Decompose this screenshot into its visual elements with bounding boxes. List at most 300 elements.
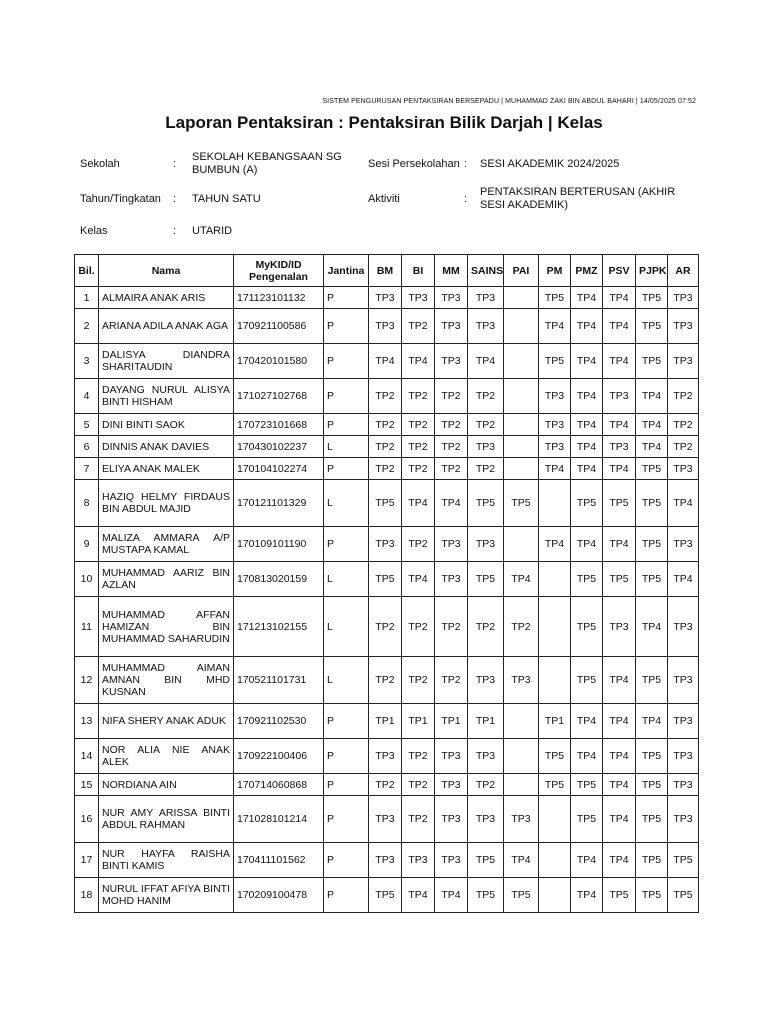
mykid-cell: 170420101580: [234, 344, 324, 379]
bm-cell: TP2: [369, 414, 402, 436]
mykid-cell: 170209100478: [234, 878, 324, 913]
column-header: PAI: [504, 255, 539, 287]
bil-cell: 16: [75, 796, 99, 843]
pjpk-cell: TP4: [636, 704, 668, 739]
pmz-cell: TP5: [571, 774, 603, 796]
psv-cell: TP4: [603, 796, 636, 843]
pjpk-cell: TP5: [636, 657, 668, 704]
nama-cell: NORDIANA AIN: [99, 774, 234, 796]
pm-cell: TP5: [539, 344, 571, 379]
pmz-cell: TP4: [571, 309, 603, 344]
pai-cell: [504, 774, 539, 796]
column-header: AR: [668, 255, 699, 287]
pjpk-cell: TP5: [636, 796, 668, 843]
sains-cell: TP2: [468, 774, 504, 796]
table-row: [75, 527, 699, 562]
column-header: PMZ: [571, 255, 603, 287]
jantina-cell: L: [324, 562, 369, 597]
sesi-label: Sesi Persekolahan: [368, 157, 460, 170]
pm-cell: [539, 597, 571, 657]
ar-cell: TP5: [668, 878, 699, 913]
jantina-cell: P: [324, 287, 369, 309]
jantina-cell: L: [324, 657, 369, 704]
pm-cell: TP3: [539, 436, 571, 458]
column-header: Jantina: [324, 255, 369, 287]
bil-cell: 8: [75, 480, 99, 527]
mm-cell: TP3: [435, 309, 468, 344]
ar-cell: TP3: [668, 597, 699, 657]
pjpk-cell: TP5: [636, 458, 668, 480]
pai-cell: TP5: [504, 878, 539, 913]
psv-cell: TP4: [603, 774, 636, 796]
pmz-cell: TP5: [571, 796, 603, 843]
pai-cell: TP4: [504, 562, 539, 597]
pjpk-cell: TP5: [636, 344, 668, 379]
mm-cell: TP3: [435, 527, 468, 562]
mm-cell: TP1: [435, 704, 468, 739]
nama-cell: ELIYA ANAK MALEK: [99, 458, 234, 480]
bil-cell: 15: [75, 774, 99, 796]
mykid-cell: 170411101562: [234, 843, 324, 878]
ar-cell: TP3: [668, 309, 699, 344]
nama-cell: DINNIS ANAK DAVIES: [99, 436, 234, 458]
column-header: PM: [539, 255, 571, 287]
bm-cell: TP3: [369, 527, 402, 562]
ar-cell: TP5: [668, 843, 699, 878]
bm-cell: TP5: [369, 480, 402, 527]
assessment-table: [74, 254, 699, 913]
jantina-cell: L: [324, 436, 369, 458]
pjpk-cell: TP4: [636, 436, 668, 458]
sains-cell: TP1: [468, 704, 504, 739]
bil-cell: 12: [75, 657, 99, 704]
mykid-cell: 171213102155: [234, 597, 324, 657]
pm-cell: [539, 796, 571, 843]
mm-cell: TP4: [435, 878, 468, 913]
bm-cell: TP5: [369, 562, 402, 597]
tahun-value: TAHUN SATU: [192, 192, 261, 205]
bi-cell: TP2: [402, 309, 435, 344]
pm-cell: [539, 878, 571, 913]
bil-cell: 2: [75, 309, 99, 344]
bil-cell: 17: [75, 843, 99, 878]
bil-cell: 14: [75, 739, 99, 774]
bm-cell: TP3: [369, 287, 402, 309]
psv-cell: TP4: [603, 704, 636, 739]
nama-cell: MUHAMMAD AIMAN AMNAN BIN MHD KUSNAN: [99, 657, 234, 704]
pmz-cell: TP4: [571, 878, 603, 913]
pmz-cell: TP5: [571, 657, 603, 704]
bil-cell: 18: [75, 878, 99, 913]
sains-cell: TP3: [468, 527, 504, 562]
ar-cell: TP2: [668, 436, 699, 458]
jantina-cell: P: [324, 774, 369, 796]
column-header: PJPK: [636, 255, 668, 287]
pjpk-cell: TP5: [636, 309, 668, 344]
ar-cell: TP3: [668, 774, 699, 796]
table-row: [75, 796, 699, 843]
bi-cell: TP2: [402, 597, 435, 657]
mykid-cell: 170430102237: [234, 436, 324, 458]
psv-cell: TP4: [603, 527, 636, 562]
mykid-cell: 171027102768: [234, 379, 324, 414]
bi-cell: TP4: [402, 480, 435, 527]
pjpk-cell: TP5: [636, 774, 668, 796]
sains-cell: TP3: [468, 657, 504, 704]
psv-cell: TP4: [603, 287, 636, 309]
bm-cell: TP5: [369, 878, 402, 913]
ar-cell: TP3: [668, 344, 699, 379]
psv-cell: TP3: [603, 436, 636, 458]
sekolah-value: SEKOLAH KEBANGSAAN SG BUMBUN (A): [192, 151, 342, 176]
aktiviti-label: Aktiviti: [368, 192, 400, 205]
jantina-cell: P: [324, 704, 369, 739]
mm-cell: TP3: [435, 562, 468, 597]
pai-cell: [504, 739, 539, 774]
separator: :: [173, 192, 177, 205]
separator: :: [173, 157, 177, 170]
mm-cell: TP3: [435, 796, 468, 843]
bi-cell: TP2: [402, 739, 435, 774]
pmz-cell: TP4: [571, 527, 603, 562]
pm-cell: TP5: [539, 287, 571, 309]
pm-cell: TP4: [539, 458, 571, 480]
table-row: [75, 458, 699, 480]
separator: :: [173, 224, 177, 237]
nama-cell: NIFA SHERY ANAK ADUK: [99, 704, 234, 739]
psv-cell: TP4: [603, 309, 636, 344]
mykid-cell: 171123101132: [234, 287, 324, 309]
column-header: MyKID/ID Pengenalan: [234, 255, 324, 287]
pm-cell: TP3: [539, 414, 571, 436]
pjpk-cell: TP4: [636, 379, 668, 414]
sains-cell: TP2: [468, 458, 504, 480]
bi-cell: TP2: [402, 774, 435, 796]
column-header: BI: [402, 255, 435, 287]
jantina-cell: P: [324, 379, 369, 414]
pm-cell: TP5: [539, 774, 571, 796]
nama-cell: NUR HAYFA RAISHA BINTI KAMIS: [99, 843, 234, 878]
pmz-cell: TP4: [571, 344, 603, 379]
nama-cell: NUR AMY ARISSA BINTI ABDUL RAHMAN: [99, 796, 234, 843]
psv-cell: TP3: [603, 597, 636, 657]
nama-cell: NOR ALIA NIE ANAK ALEK: [99, 739, 234, 774]
pjpk-cell: TP5: [636, 878, 668, 913]
column-header: PSV: [603, 255, 636, 287]
nama-cell: DALISYA DIANDRA SHARITAUDIN: [99, 344, 234, 379]
pm-cell: TP5: [539, 739, 571, 774]
bil-cell: 4: [75, 379, 99, 414]
bi-cell: TP4: [402, 344, 435, 379]
pai-cell: [504, 458, 539, 480]
pjpk-cell: TP4: [636, 597, 668, 657]
psv-cell: TP4: [603, 843, 636, 878]
bm-cell: TP3: [369, 739, 402, 774]
tahun-label: Tahun/Tingkatan: [80, 192, 161, 205]
mm-cell: TP2: [435, 657, 468, 704]
mm-cell: TP2: [435, 458, 468, 480]
jantina-cell: P: [324, 309, 369, 344]
pmz-cell: TP4: [571, 843, 603, 878]
mykid-cell: 171028101214: [234, 796, 324, 843]
pmz-cell: TP5: [571, 480, 603, 527]
nama-cell: ARIANA ADILA ANAK AGA: [99, 309, 234, 344]
bi-cell: TP3: [402, 287, 435, 309]
pmz-cell: TP4: [571, 379, 603, 414]
mykid-cell: 170109101190: [234, 527, 324, 562]
bm-cell: TP3: [369, 309, 402, 344]
bm-cell: TP2: [369, 657, 402, 704]
pm-cell: TP1: [539, 704, 571, 739]
ar-cell: TP3: [668, 704, 699, 739]
pm-cell: TP4: [539, 309, 571, 344]
bil-cell: 11: [75, 597, 99, 657]
ar-cell: TP2: [668, 379, 699, 414]
pai-cell: [504, 436, 539, 458]
table-header-row: [75, 255, 699, 287]
table-row: [75, 344, 699, 379]
sains-cell: TP3: [468, 739, 504, 774]
sains-cell: TP3: [468, 287, 504, 309]
jantina-cell: P: [324, 458, 369, 480]
pmz-cell: TP5: [571, 597, 603, 657]
pm-cell: TP4: [539, 527, 571, 562]
pjpk-cell: TP5: [636, 480, 668, 527]
bm-cell: TP1: [369, 704, 402, 739]
bi-cell: TP2: [402, 527, 435, 562]
bi-cell: TP2: [402, 414, 435, 436]
jantina-cell: P: [324, 843, 369, 878]
bi-cell: TP2: [402, 436, 435, 458]
psv-cell: TP5: [603, 480, 636, 527]
sains-cell: TP2: [468, 379, 504, 414]
sains-cell: TP5: [468, 878, 504, 913]
mykid-cell: 170922100406: [234, 739, 324, 774]
mykid-cell: 170121101329: [234, 480, 324, 527]
sains-cell: TP5: [468, 843, 504, 878]
sains-cell: TP3: [468, 309, 504, 344]
bil-cell: 13: [75, 704, 99, 739]
sekolah-label: Sekolah: [80, 157, 120, 170]
aktiviti-value: PENTAKSIRAN BERTERUSAN (AKHIR SESI AKADEMIK): [480, 186, 676, 211]
pm-cell: [539, 480, 571, 527]
bm-cell: TP4: [369, 344, 402, 379]
nama-cell: ALMAIRA ANAK ARIS: [99, 287, 234, 309]
pmz-cell: TP4: [571, 414, 603, 436]
pai-cell: [504, 414, 539, 436]
pm-cell: [539, 657, 571, 704]
bm-cell: TP2: [369, 458, 402, 480]
nama-cell: DAYANG NURUL ALISYA BINTI HISHAM: [99, 379, 234, 414]
jantina-cell: P: [324, 527, 369, 562]
bi-cell: TP4: [402, 562, 435, 597]
pjpk-cell: TP5: [636, 287, 668, 309]
psv-cell: TP5: [603, 878, 636, 913]
mykid-cell: 170813020159: [234, 562, 324, 597]
ar-cell: TP3: [668, 527, 699, 562]
pjpk-cell: TP5: [636, 562, 668, 597]
mykid-cell: 170921100586: [234, 309, 324, 344]
mykid-cell: 170714060868: [234, 774, 324, 796]
system-info-line: SISTEM PENGURUSAN PENTAKSIRAN BERSEPADU | MUHAMMAD ZAKI BIN ABDUL BAHARI | 14/05/2025 07:52: [322, 98, 696, 105]
mm-cell: TP2: [435, 436, 468, 458]
bm-cell: TP2: [369, 774, 402, 796]
ar-cell: TP3: [668, 287, 699, 309]
psv-cell: TP4: [603, 344, 636, 379]
bil-cell: 10: [75, 562, 99, 597]
bi-cell: TP2: [402, 458, 435, 480]
bi-cell: TP2: [402, 796, 435, 843]
bi-cell: TP2: [402, 379, 435, 414]
psv-cell: TP3: [603, 379, 636, 414]
bil-cell: 3: [75, 344, 99, 379]
bi-cell: TP4: [402, 878, 435, 913]
jantina-cell: L: [324, 597, 369, 657]
nama-cell: MALIZA AMMARA A/P MUSTAPA KAMAL: [99, 527, 234, 562]
psv-cell: TP4: [603, 657, 636, 704]
sains-cell: TP5: [468, 562, 504, 597]
pmz-cell: TP4: [571, 287, 603, 309]
ar-cell: TP2: [668, 414, 699, 436]
mykid-cell: 170521101731: [234, 657, 324, 704]
psv-cell: TP4: [603, 739, 636, 774]
jantina-cell: P: [324, 739, 369, 774]
pmz-cell: TP4: [571, 704, 603, 739]
pai-cell: [504, 379, 539, 414]
separator: :: [464, 157, 468, 170]
sains-cell: TP3: [468, 436, 504, 458]
mykid-cell: 170921102530: [234, 704, 324, 739]
table-row: [75, 414, 699, 436]
bm-cell: TP2: [369, 597, 402, 657]
pai-cell: [504, 309, 539, 344]
pai-cell: TP3: [504, 796, 539, 843]
jantina-cell: L: [324, 480, 369, 527]
pm-cell: [539, 562, 571, 597]
pai-cell: [504, 287, 539, 309]
pmz-cell: TP4: [571, 458, 603, 480]
pmz-cell: TP5: [571, 562, 603, 597]
bm-cell: TP2: [369, 436, 402, 458]
ar-cell: TP3: [668, 739, 699, 774]
table-row: [75, 774, 699, 796]
column-header: MM: [435, 255, 468, 287]
pmz-cell: TP4: [571, 739, 603, 774]
bil-cell: 5: [75, 414, 99, 436]
mm-cell: TP2: [435, 379, 468, 414]
bil-cell: 7: [75, 458, 99, 480]
bm-cell: TP3: [369, 796, 402, 843]
table-row: [75, 309, 699, 344]
mm-cell: TP3: [435, 843, 468, 878]
nama-cell: NURUL IFFAT AFIYA BINTI MOHD HANIM: [99, 878, 234, 913]
bil-cell: 6: [75, 436, 99, 458]
sesi-value: SESI AKADEMIK 2024/2025: [480, 157, 620, 170]
jantina-cell: P: [324, 344, 369, 379]
bi-cell: TP2: [402, 657, 435, 704]
table-row: [75, 878, 699, 913]
bi-cell: TP1: [402, 704, 435, 739]
table-row: [75, 480, 699, 527]
ar-cell: TP3: [668, 796, 699, 843]
report-info-block: [80, 150, 700, 242]
pai-cell: [504, 344, 539, 379]
table-row: [75, 739, 699, 774]
table-row: [75, 562, 699, 597]
mm-cell: TP3: [435, 739, 468, 774]
mykid-cell: 170723101668: [234, 414, 324, 436]
mm-cell: TP4: [435, 480, 468, 527]
ar-cell: TP4: [668, 480, 699, 527]
mm-cell: TP2: [435, 597, 468, 657]
pm-cell: [539, 843, 571, 878]
sains-cell: TP2: [468, 597, 504, 657]
kelas-value: UTARID: [192, 224, 233, 237]
bil-cell: 9: [75, 527, 99, 562]
jantina-cell: P: [324, 414, 369, 436]
table-row: [75, 657, 699, 704]
pai-cell: TP3: [504, 657, 539, 704]
pjpk-cell: TP5: [636, 527, 668, 562]
bi-cell: TP3: [402, 843, 435, 878]
ar-cell: TP4: [668, 562, 699, 597]
separator: :: [464, 192, 468, 205]
report-title: Laporan Pentaksiran : Pentaksiran Bilik Darjah | Kelas: [165, 113, 603, 132]
pai-cell: [504, 704, 539, 739]
table-row: [75, 843, 699, 878]
table-row: [75, 436, 699, 458]
pjpk-cell: TP5: [636, 843, 668, 878]
pai-cell: TP2: [504, 597, 539, 657]
kelas-label: Kelas: [80, 224, 108, 237]
mm-cell: TP3: [435, 287, 468, 309]
pjpk-cell: TP5: [636, 739, 668, 774]
psv-cell: TP4: [603, 458, 636, 480]
ar-cell: TP3: [668, 458, 699, 480]
table-row: [75, 379, 699, 414]
nama-cell: HAZIQ HELMY FIRDAUS BIN ABDUL MAJID: [99, 480, 234, 527]
bm-cell: TP2: [369, 379, 402, 414]
mm-cell: TP3: [435, 344, 468, 379]
pmz-cell: TP4: [571, 436, 603, 458]
mm-cell: TP2: [435, 414, 468, 436]
sains-cell: TP2: [468, 414, 504, 436]
column-header: BM: [369, 255, 402, 287]
table-row: [75, 704, 699, 739]
jantina-cell: P: [324, 796, 369, 843]
nama-cell: MUHAMMAD AARIZ BIN AZLAN: [99, 562, 234, 597]
jantina-cell: P: [324, 878, 369, 913]
column-header: SAINS: [468, 255, 504, 287]
sains-cell: TP4: [468, 344, 504, 379]
bm-cell: TP3: [369, 843, 402, 878]
table-row: [75, 287, 699, 309]
pai-cell: TP5: [504, 480, 539, 527]
sains-cell: TP5: [468, 480, 504, 527]
pm-cell: TP3: [539, 379, 571, 414]
psv-cell: TP5: [603, 562, 636, 597]
table-row: [75, 597, 699, 657]
pjpk-cell: TP4: [636, 414, 668, 436]
psv-cell: TP4: [603, 414, 636, 436]
nama-cell: DINI BINTI SAOK: [99, 414, 234, 436]
column-header: Bil.: [75, 255, 99, 287]
mykid-cell: 170104102274: [234, 458, 324, 480]
sains-cell: TP3: [468, 796, 504, 843]
ar-cell: TP3: [668, 657, 699, 704]
nama-cell: MUHAMMAD AFFAN HAMIZAN BIN MUHAMMAD SAHARUDIN: [99, 597, 234, 657]
pai-cell: TP4: [504, 843, 539, 878]
